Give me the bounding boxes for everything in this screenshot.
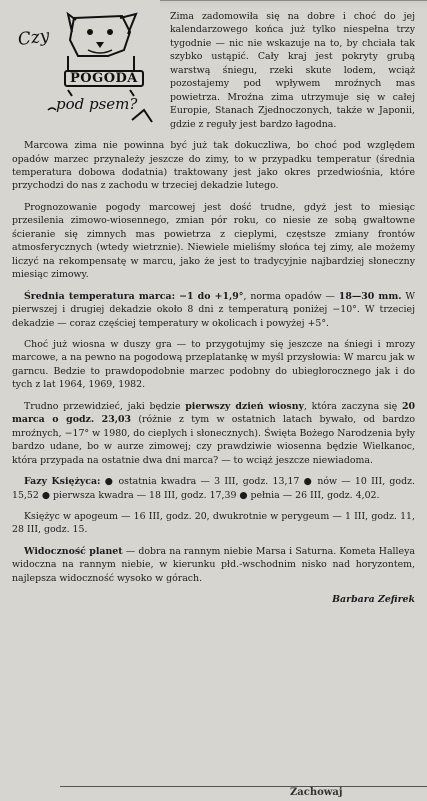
spring-text-b: , która zaczyna się xyxy=(303,400,402,412)
temperature-details: W pierwszej i drugiej dekadzie około 8 dni z temperaturą poniżej −10°. W trzeciej dekadzie — coraz częściej temperatury w okolicach i powyżej +5°. xyxy=(12,290,416,329)
paragraph-moon-apogee: Księżyc w apogeum — 16 III, godz. 20, dwukrotnie w perygeum — 1 III, godz. 11, 28 III, godz. 15. xyxy=(12,510,415,536)
first-day-of-spring: pierwszy dzień wiosny xyxy=(185,400,304,412)
article-column xyxy=(12,10,415,790)
paragraph-average-temperature xyxy=(12,290,415,330)
paragraph-intro: Zima zadomowiła się na dobre i choć do jej kalendarzowego końca już tylko niespełna trzy tygodnie — nic nie wskazuje na to, by chciała tak szybko ustąpić. Cały kraj jest pokryty grubą warstwą śniegu, rzeki skute lodem, wciąż pozostajemy pod wpływem mroźnych mas powietrza. Mroźna zima utrzymuje się w całej Europie, Stanach Zjednoczonych, także w Japonii, gdzie z reguły jest bardzo łagodna. xyxy=(170,11,415,130)
paragraph-spring-proverb: Choć już wiosna w duszy gra — to przygotujmy się jeszcze na śniegi i mrozy marcowe, a na pewno na pogodową przeplatankę w myśl przysłowia: W marcu jak w garncu. Bedzie to prawdopodobnie marzec podobny do ubiegłorocznego jak i do tych z lat 1964, 1969, 1982. xyxy=(12,338,415,391)
spring-text-c: (różnie z tym w ostatnich latach bywało, od bardzo mroźnych, −17° w 1980, do cieplych i słonecznych). Święta Bożego Narodzenia były bardzo udane, bo w aurze zimowej; czy prawdziwie wiosenna będzie Wielkanoc, która przypada na ostatnie dwa dni marca? — to wciąż jeszcze niewiadoma. xyxy=(12,414,416,466)
planet-visibility-heading: Widoczność planet xyxy=(24,545,123,557)
moon-phases-heading: Fazy Księżyca: xyxy=(24,476,101,488)
spring-text-a: Trudno przewidzieć, jaki będzie xyxy=(24,400,186,412)
paragraph-march-winter: Marcowa zima nie powinna być już tak dokuczliwa, bo choć pod względem opadów marzec przynależy jeszcze do zimy, to w przypadku temperatur (średnia temperatura dobowa dodatnia) traktowany jest jako okres przedwiośnia, które przychodzi do nas z zachodu w trzeciej dekadzie lutego. xyxy=(12,140,415,192)
planet-visibility-text: — dobra na rannym niebie Marsa i Saturna. Kometa Halleya widoczna na rannym niebie, w kierunku płd.-wschodnim nisko nad horyzontem, najlepsza widoczność wysoko w górach. xyxy=(12,545,415,584)
weather-logo xyxy=(12,10,162,130)
spring-date-time: 20 marca o godz. 23,03 xyxy=(12,400,415,426)
logo-pod-psem-text: pod psem? xyxy=(56,95,138,113)
precip-norm-label: , norma opadów — xyxy=(243,290,339,302)
next-article-heading: Zachowaj xyxy=(290,787,343,798)
precip-norm-value: 18—30 mm. xyxy=(338,290,402,302)
average-temp-heading: Średnia temperatura marca: −1 do +1,9° xyxy=(24,290,244,302)
logo-pogoda-text: POGODA xyxy=(64,70,144,87)
previous-column-edge xyxy=(160,0,427,9)
author-signature: Barbara Zefirek xyxy=(332,594,415,606)
moon-phases-list: ● ostatnia kwadra — 3 III, godz. 13,17 ● nów — 10 III, godz. 15,52 ● pierwsza kwadra — 18 III, godz. 17,39 ● pełnia — 26 III, godz. 4,02. xyxy=(12,476,415,501)
paragraph-first-day-of-spring xyxy=(12,400,415,467)
logo-czy-text: Czy xyxy=(16,25,51,51)
paragraph-moon-phases xyxy=(12,475,415,502)
next-article-edge xyxy=(60,786,427,801)
paragraph-forecasting: Prognozowanie pogody marcowej jest dość trudne, gdyż jest to miesiąc przesilenia zimowo-wiosennego, zmian pór roku, co niesie ze sobą gwałtowne ścieranie się zimnych mas powietrza z cieplymi, częstsze zmiany frontów atmosferycznych (wtedy wietrznie). Niewiele mieliśmy słońca tej zimy, ale możemy liczyć na rekompensatę w marcu, jako że jest to tradycyjnie najbardziej słoneczny miesiąc zimowy. xyxy=(12,201,415,281)
paragraph-planet-visibility xyxy=(12,545,415,585)
